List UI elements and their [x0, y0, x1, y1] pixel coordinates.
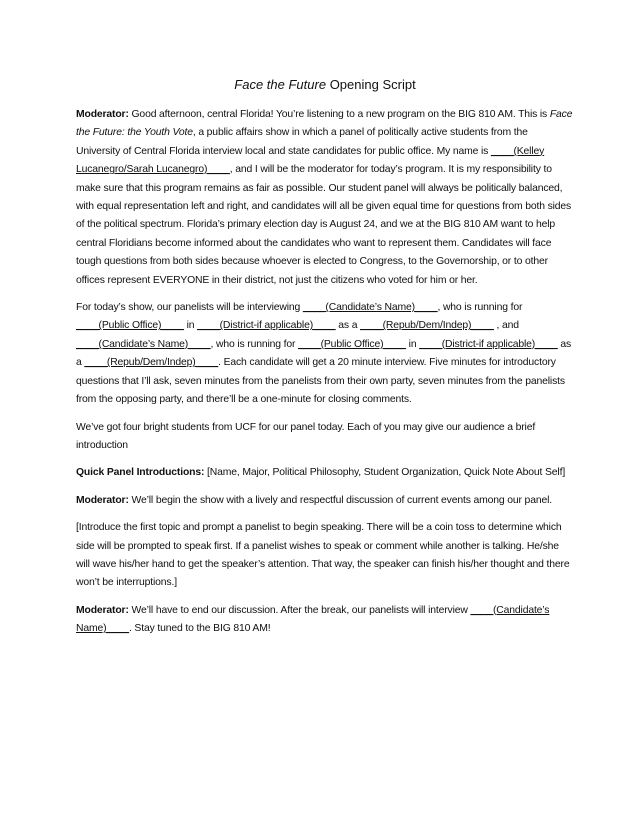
- paragraph-panel-intro: We’ve got four bright students from UCF for our panel today. Each of you may give our audience a brief introduction: [76, 421, 536, 451]
- text-run: , and: [493, 320, 519, 332]
- text-run: Good afternoon, central Florida! You’re listening to a new program on the BIG 810 AM. This is: [128, 109, 550, 120]
- text-run: , a public affairs show in which a panel of politically active students from the University of Central Florida interview local and state candidates for public office. My name is: [76, 127, 528, 157]
- paragraph-discussion-start: [76, 492, 574, 510]
- text-run: , who is running for: [210, 338, 299, 350]
- candidate-name-blank: ____(Candidate’s Name)____: [76, 604, 550, 635]
- paragraph-closing: [76, 602, 574, 639]
- district-blank: ____(District-if applicable)____: [197, 320, 336, 332]
- document-title: [76, 76, 574, 94]
- text-run: as a: [76, 338, 572, 369]
- paragraph-candidates: [76, 299, 574, 409]
- title-rest: Opening Script: [326, 77, 416, 92]
- title-italic: Face the Future: [234, 77, 327, 92]
- moderator-label: Moderator:: [76, 494, 129, 506]
- text-run: We’ll have to end our discussion. After the break, our panelists will interview: [128, 604, 471, 616]
- moderator-label: Moderator:: [76, 604, 129, 616]
- moderator-name-blank: ____(Kelley Lucanegro/Sarah Lucanegro)____: [76, 145, 545, 176]
- paragraph-opening: [76, 106, 574, 290]
- text-run: , who is running for: [437, 302, 523, 314]
- party-blank: ____(Repub/Dem/Indep)____: [84, 357, 219, 369]
- text-run: . Stay tuned to the BIG 810 AM!: [128, 623, 271, 635]
- text-run: [Name, Major, Political Philosophy, Student Organization, Quick Note About Self]: [204, 467, 566, 479]
- show-title: Face the Future: the Youth Vote: [76, 109, 573, 139]
- moderator-label: Moderator:: [76, 109, 129, 120]
- text-run: in: [183, 320, 198, 332]
- candidate-name-blank: ____(Candidate’s Name)____: [302, 302, 438, 314]
- text-run: as a: [335, 320, 361, 332]
- candidate-name-blank: ____(Candidate’s Name)____: [76, 338, 211, 350]
- paragraph-instructions: [Introduce the first topic and prompt a panelist to begin speaking. There will be a coin toss to determine which side will be prompted to speak first. If a panelist wishes to speak or comment while another is talking. He/she will wave his/her hand to get the speaker’s attention. That way, the speaker can finish his/her thought and there won’t be interruptions.]: [76, 522, 570, 589]
- text-run: . Each candidate will get a 20 minute interview. Five minutes for introductory questions that I’ll ask, seven minutes from the panelists from their own party, seven minutes from the panelists from the opposing party, and there’ll be a one-minute for closing comments.: [76, 357, 565, 406]
- text-run: , and I will be the moderator for today’s program. It is my responsibility to make sure that this program remains as fair as possible. Our student panel will always be politically balanced, with equal representation left and right, and candidates will all be given equal time for questions from both sides of the political spectrum. Florida’s primary election day is August 24, and we at the BIG 810 AM want to help central Floridians become informed about the candidates who want to represent them. Candidates will face tough questions from both sides because whoever is elected to Congress, to the Governorship, or to other offices represent EVERYONE in their district, not just the citizens who voted for him or her.: [76, 164, 572, 286]
- text-run: in: [405, 338, 420, 350]
- text-run: We’ll begin the show with a lively and respectful discussion of current events among our panel.: [128, 494, 552, 506]
- paragraph-quick-intros: [76, 464, 574, 482]
- text-run: For today’s show, our panelists will be interviewing: [76, 302, 303, 314]
- quick-intros-label: Quick Panel Introductions:: [76, 467, 205, 479]
- district-blank: ____(District-if applicable)____: [419, 338, 558, 350]
- party-blank: ____(Repub/Dem/Indep)____: [360, 320, 494, 332]
- public-office-blank: ____(Public Office)____: [76, 320, 184, 332]
- public-office-blank: ____(Public Office)____: [298, 338, 406, 350]
